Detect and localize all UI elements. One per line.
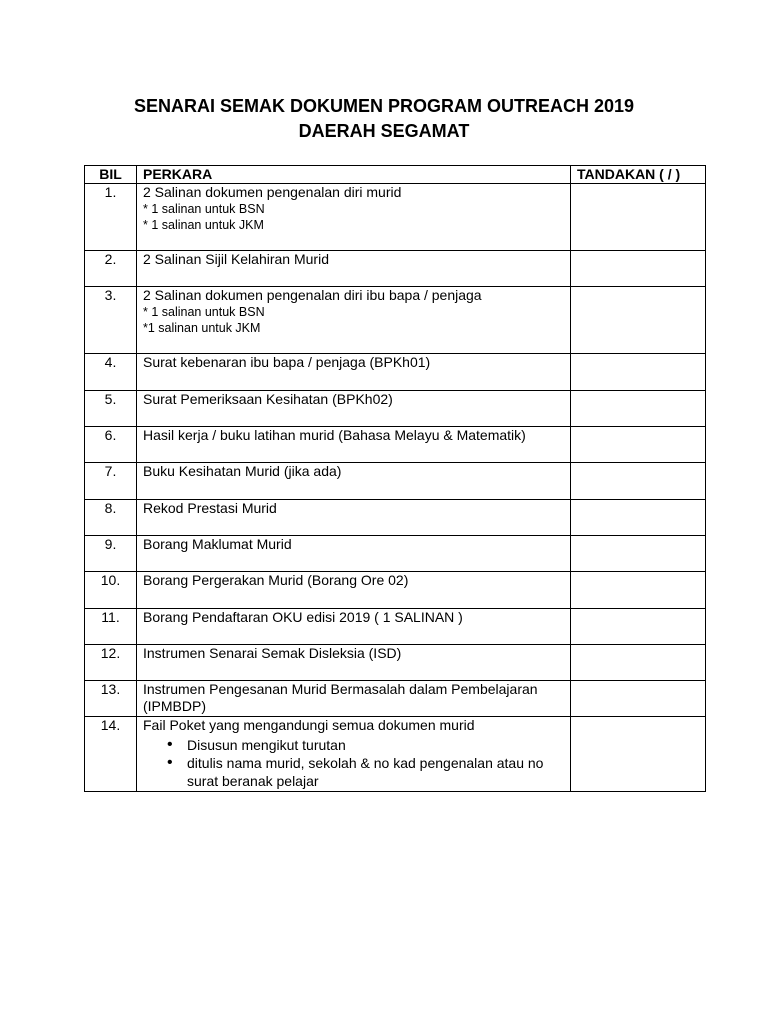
- item-text: Surat kebenaran ibu bapa / penjaga (BPKh01): [143, 354, 431, 370]
- row-number: 13.: [85, 681, 137, 717]
- header-bil: BIL: [85, 166, 137, 184]
- check-cell[interactable]: [571, 427, 706, 463]
- table-row: [85, 681, 706, 717]
- row-item: [137, 536, 571, 572]
- item-sub-note: * 1 salinan untuk JKM: [143, 218, 264, 232]
- check-cell[interactable]: [571, 500, 706, 536]
- table-row: [85, 184, 706, 251]
- row-number: 2.: [85, 251, 137, 287]
- table-row: [85, 427, 706, 463]
- table-row: [85, 251, 706, 287]
- table-row: [85, 287, 706, 354]
- check-cell[interactable]: [571, 391, 706, 427]
- check-cell[interactable]: [571, 463, 706, 500]
- table-row: [85, 645, 706, 681]
- row-item: [137, 609, 571, 645]
- checklist-table: [84, 165, 706, 792]
- item-text: Surat Pemeriksaan Kesihatan (BPKh02): [143, 391, 393, 407]
- header-perkara: PERKARA: [137, 166, 571, 184]
- check-cell[interactable]: [571, 645, 706, 681]
- table-row: [85, 717, 706, 792]
- item-text: Fail Poket yang mengandungi semua dokumen murid: [143, 717, 475, 733]
- bullet-item: • Disusun mengikut turutan: [187, 736, 564, 754]
- item-text: 2 Salinan dokumen pengenalan diri murid: [143, 184, 402, 200]
- row-item: [137, 500, 571, 536]
- row-number: 6.: [85, 427, 137, 463]
- row-item: [137, 717, 571, 792]
- row-item: [137, 645, 571, 681]
- row-item: [137, 572, 571, 609]
- check-cell[interactable]: [571, 536, 706, 572]
- item-text: Borang Pendaftaran OKU edisi 2019 ( 1 SALINAN ): [143, 609, 463, 625]
- row-item: [137, 463, 571, 500]
- check-cell[interactable]: [571, 251, 706, 287]
- title-line-1: SENARAI SEMAK DOKUMEN PROGRAM OUTREACH 2019: [133, 96, 635, 116]
- check-cell[interactable]: [571, 609, 706, 645]
- row-number: 14.: [85, 717, 137, 792]
- row-number: 8.: [85, 500, 137, 536]
- item-text: Borang Maklumat Murid: [143, 536, 292, 552]
- header-tandakan: TANDAKAN ( / ): [571, 166, 706, 184]
- table-row: [85, 391, 706, 427]
- row-number: 9.: [85, 536, 137, 572]
- document-title: [0, 94, 768, 144]
- check-cell[interactable]: [571, 184, 706, 251]
- row-item: [137, 681, 571, 717]
- table-header-row: [85, 166, 706, 184]
- title-line-2: DAERAH SEGAMAT: [298, 121, 470, 141]
- table-row: [85, 536, 706, 572]
- item-text: Hasil kerja / buku latihan murid (Bahasa Melayu & Matematik): [143, 427, 526, 443]
- bullet-item: • ditulis nama murid, sekolah & no kad pengenalan atau no surat beranak pelajar: [187, 754, 564, 790]
- row-item: [137, 251, 571, 287]
- row-item: [137, 354, 571, 391]
- item-sub-note: * 1 salinan untuk BSN: [143, 305, 265, 319]
- item-text: Buku Kesihatan Murid (jika ada): [143, 463, 342, 479]
- row-item: [137, 287, 571, 354]
- check-cell[interactable]: [571, 354, 706, 391]
- item-text: 2 Salinan Sijil Kelahiran Murid: [143, 251, 329, 267]
- row-number: 12.: [85, 645, 137, 681]
- row-number: 1.: [85, 184, 137, 251]
- check-cell[interactable]: [571, 717, 706, 792]
- item-text: Borang Pergerakan Murid (Borang Ore 02): [143, 572, 409, 588]
- row-item: [137, 391, 571, 427]
- row-number: 11.: [85, 609, 137, 645]
- item-sub-note: * 1 salinan untuk BSN: [143, 202, 265, 216]
- table-row: [85, 354, 706, 391]
- item-sub-note: *1 salinan untuk JKM: [143, 321, 261, 335]
- item-text: Instrumen Pengesanan Murid Bermasalah dalam Pembelajaran (IPMBDP): [143, 681, 538, 714]
- row-item: [137, 184, 571, 251]
- row-number: 4.: [85, 354, 137, 391]
- row-number: 7.: [85, 463, 137, 500]
- item-text: Instrumen Senarai Semak Disleksia (ISD): [143, 645, 402, 661]
- check-cell[interactable]: [571, 572, 706, 609]
- row-number: 5.: [85, 391, 137, 427]
- table-row: [85, 500, 706, 536]
- item-text: 2 Salinan dokumen pengenalan diri ibu bapa / penjaga: [143, 287, 482, 303]
- check-cell[interactable]: [571, 287, 706, 354]
- table-row: [85, 609, 706, 645]
- item-text: Rekod Prestasi Murid: [143, 500, 277, 516]
- row-number: 10.: [85, 572, 137, 609]
- table-row: [85, 463, 706, 500]
- row-item: [137, 427, 571, 463]
- check-cell[interactable]: [571, 681, 706, 717]
- row-number: 3.: [85, 287, 137, 354]
- table-row: [85, 572, 706, 609]
- item-bullet-list: [143, 736, 564, 790]
